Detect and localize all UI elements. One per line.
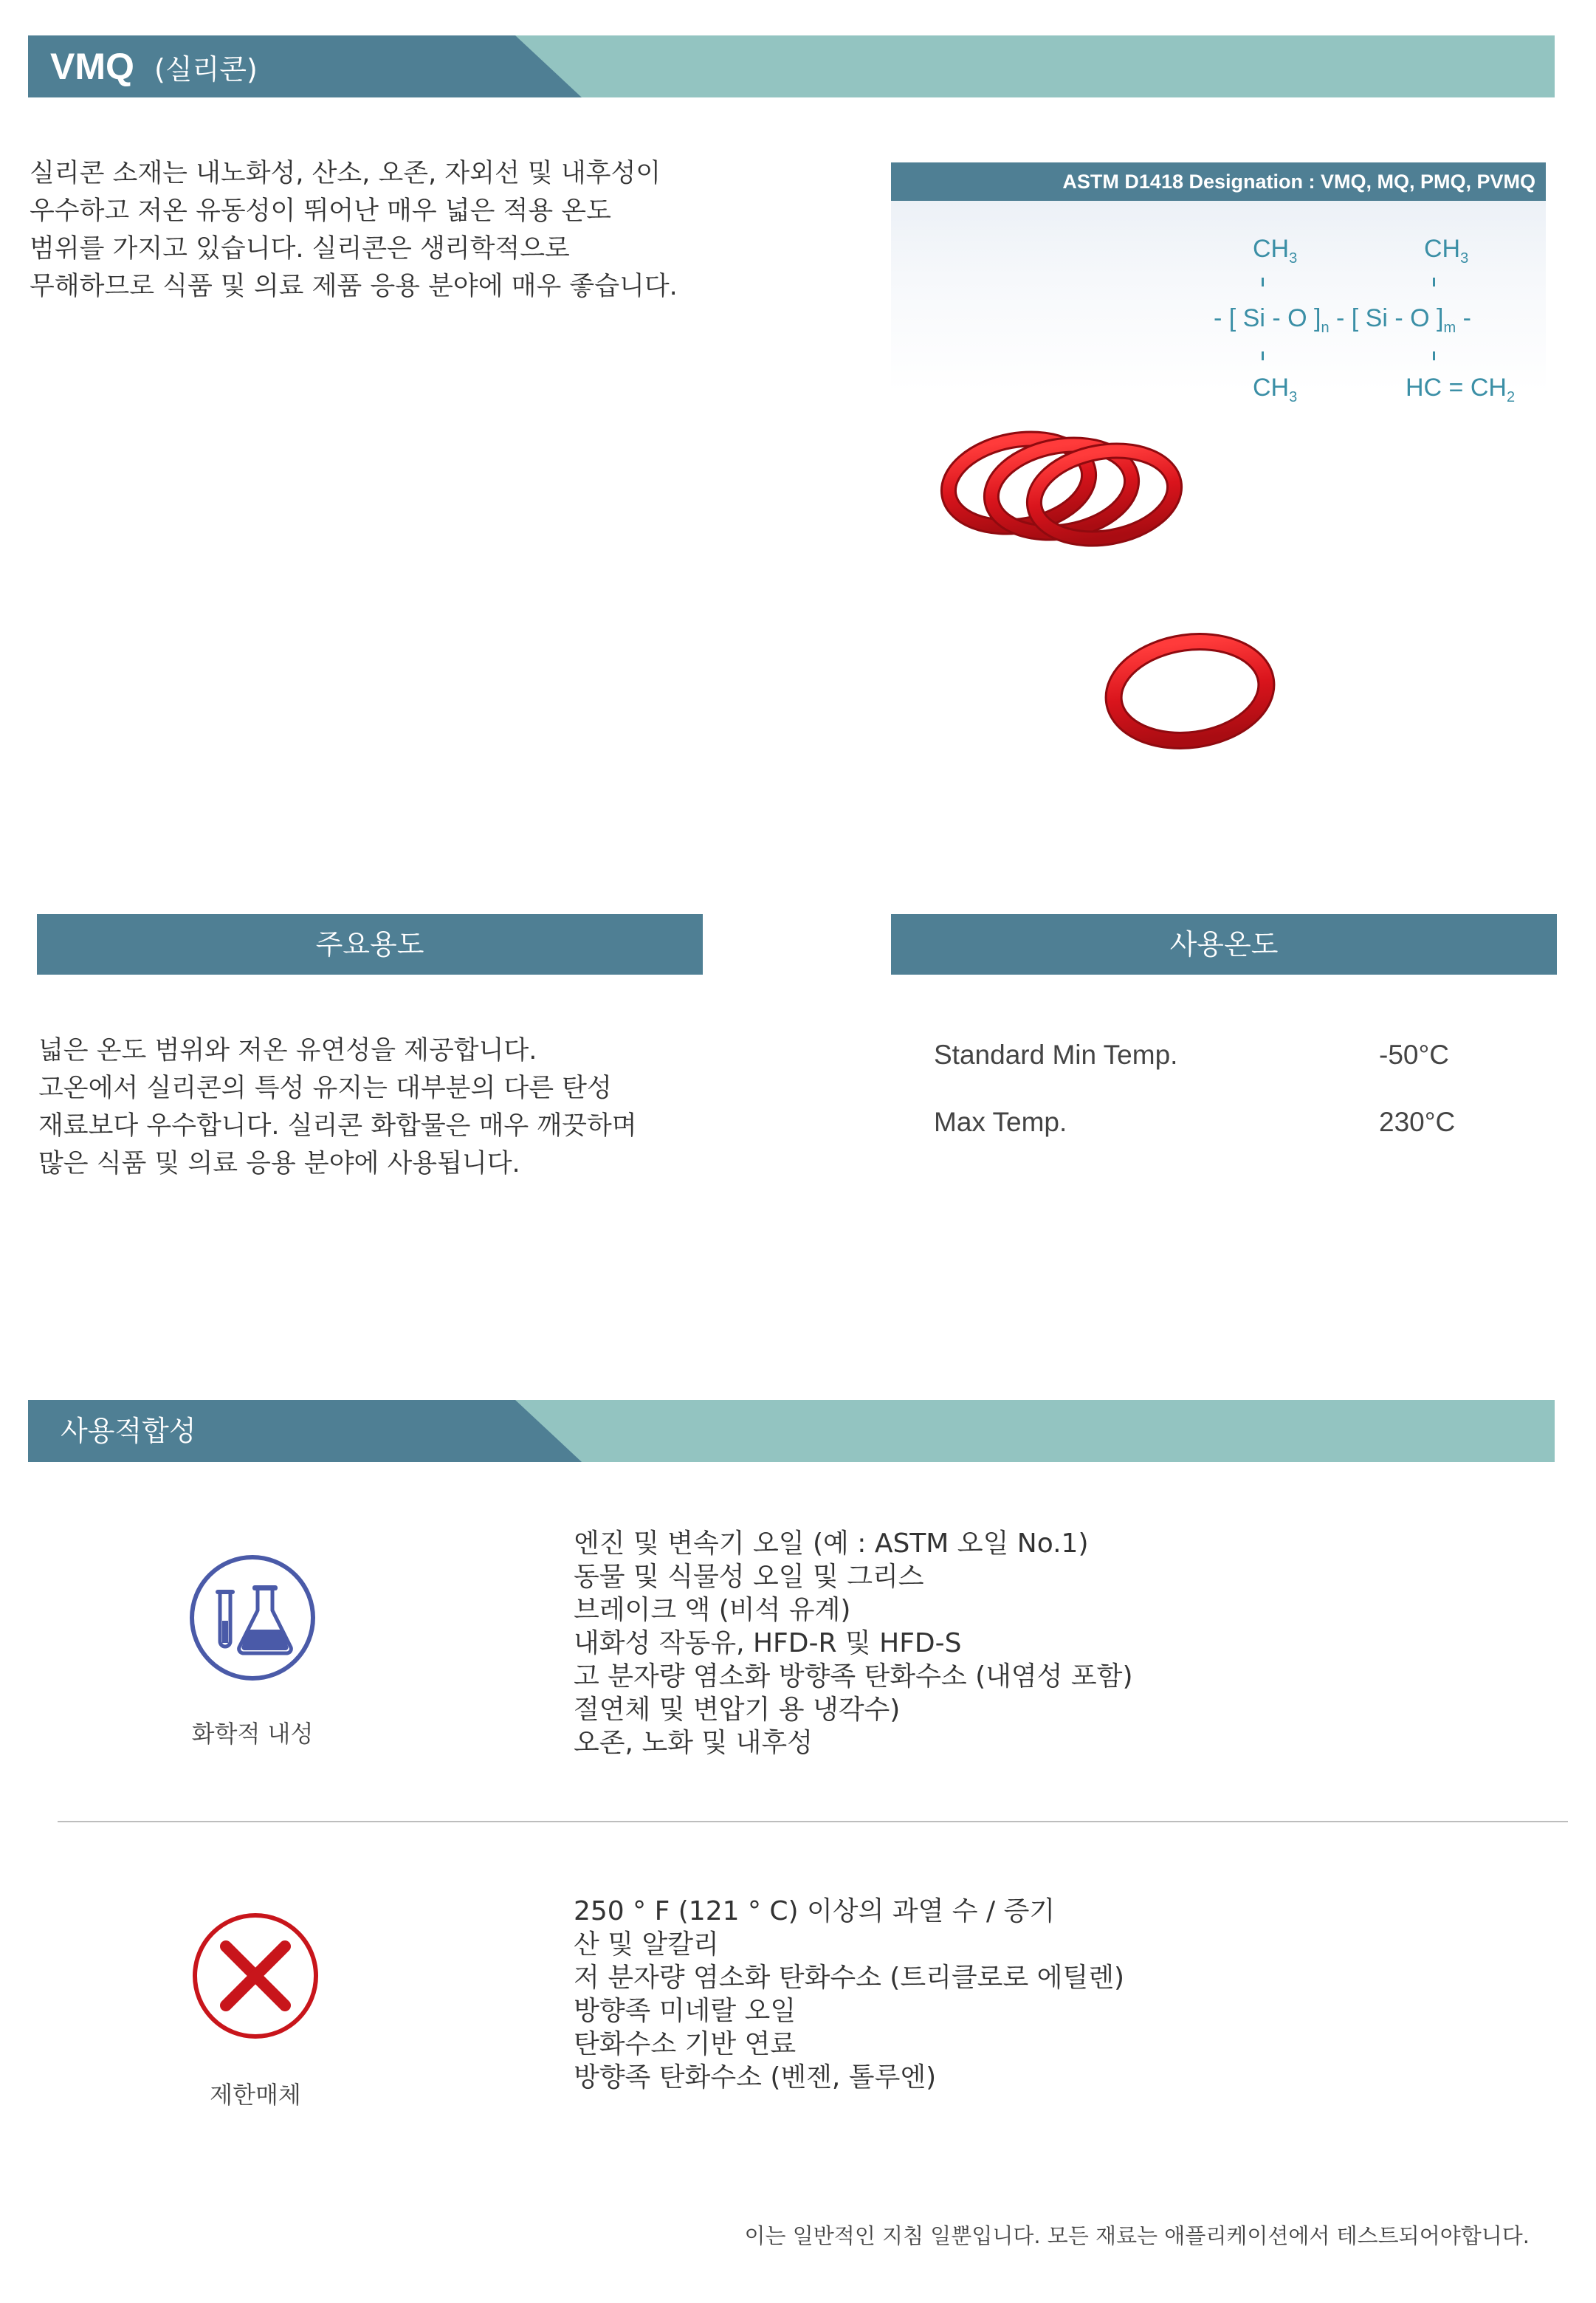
intro-line: 범위를 가지고 있습니다. 실리콘은 생리학적으로	[30, 234, 570, 264]
temp-min-label: Standard Min Temp.	[934, 1040, 1178, 1070]
intro-text	[30, 155, 678, 306]
bond-line	[1262, 278, 1264, 286]
oring-product-image	[930, 421, 1314, 768]
section-divider	[58, 1821, 1568, 1822]
material-name: (실리콘)	[154, 53, 258, 86]
intro-line: 우수하고 저온 유동성이 뛰어난 매우 넓은 적용 온도	[30, 196, 611, 226]
compatibility-title: 사용적합성	[61, 1415, 196, 1447]
list-item: 내화성 작동유, HFD-R 및 HFD-S	[574, 1628, 962, 1658]
temp-max-value: 230°C	[1379, 1107, 1456, 1137]
restricted-label: 제한매체	[210, 2081, 301, 2109]
x-mark-icon	[190, 1911, 320, 2041]
list-item: 저 분자량 염소화 탄화수소 (트리클로로 에틸렌)	[574, 1963, 1125, 1993]
formula-vinyl-bottom-right: HC = $CH_2$	[1406, 374, 1516, 405]
main-use-line: 넓은 온도 범위와 저온 유연성을 제공합니다.	[38, 1036, 537, 1065]
formula-ch3-top-right: $CH_3$	[1424, 235, 1469, 267]
chemical-formula-panel	[891, 162, 1546, 405]
compatibility-band	[28, 1400, 1555, 1462]
list-item: 고 분자량 염소화 방향족 탄화수소 (내염성 포함)	[574, 1661, 1133, 1692]
list-item: 절연체 및 변압기 용 냉각수)	[574, 1695, 901, 1725]
header-band	[28, 35, 1555, 97]
restricted-list	[574, 1895, 1124, 2094]
intro-line: 실리콘 소재는 내노화성, 산소, 오존, 자외선 및 내후성이	[30, 159, 661, 188]
list-item: 오존, 노화 및 내후성	[574, 1728, 813, 1758]
list-item: 방향족 미네랄 오일	[574, 1996, 797, 2026]
formula-chain: - [ Si - O ]$_n$ - [ Si - O ]$_m$ -	[1214, 304, 1471, 336]
disclaimer-footer: 이는 일반적인 지침 일뿐입니다. 모든 재료는 애플리케이션에서 테스트되어야합니다.	[744, 2223, 1530, 2248]
bond-line	[1433, 351, 1435, 360]
list-item: 산 및 알칼리	[574, 1929, 719, 1960]
astm-designation: ASTM D1418 Designation : VMQ, MQ, PMQ, PVMQ	[891, 162, 1546, 201]
bond-line	[1262, 351, 1264, 360]
main-use-line: 많은 식품 및 의료 응용 분야에 사용됩니다.	[38, 1149, 520, 1178]
main-use-line: 재료보다 우수합니다. 실리콘 화합물은 매우 깨끗하며	[38, 1111, 637, 1141]
page-title	[50, 35, 258, 97]
temp-max-label: Max Temp.	[934, 1107, 1067, 1137]
main-use-text	[38, 1032, 637, 1183]
temperature-header: 사용온도	[891, 914, 1557, 975]
list-item: 방향족 탄화수소 (벤젠, 톨루엔)	[574, 2062, 937, 2093]
list-item: 브레이크 액 (비석 유계)	[574, 1595, 851, 1625]
list-item: 250 ° F (121 ° C) 이상의 과열 수 / 증기	[574, 1896, 1056, 1926]
intro-line: 무해하므로 식품 및 의료 제품 응용 분야에 매우 좋습니다.	[30, 272, 678, 301]
flask-icon	[188, 1553, 317, 1683]
main-use-header: 주요용도	[37, 914, 703, 975]
formula-ch3-bottom-left: $CH_3$	[1253, 374, 1298, 405]
list-item: 엔진 및 변속기 오일 (예 : ASTM 오일 No.1)	[574, 1528, 1089, 1559]
main-use-line: 고온에서 실리콘의 특성 유지는 대부분의 다른 탄성	[38, 1074, 612, 1103]
bond-line	[1433, 278, 1435, 286]
temp-min-value: -50°C	[1379, 1040, 1449, 1070]
material-code: VMQ	[50, 46, 134, 87]
resistant-label: 화학적 내성	[191, 1720, 314, 1748]
resistant-list	[574, 1527, 1133, 1760]
formula-ch3-top-left: $CH_3$	[1253, 235, 1298, 267]
oring	[1027, 440, 1181, 549]
list-item: 탄화수소 기반 연료	[574, 2029, 797, 2059]
list-item: 동물 및 식물성 오일 및 그리스	[574, 1562, 924, 1592]
